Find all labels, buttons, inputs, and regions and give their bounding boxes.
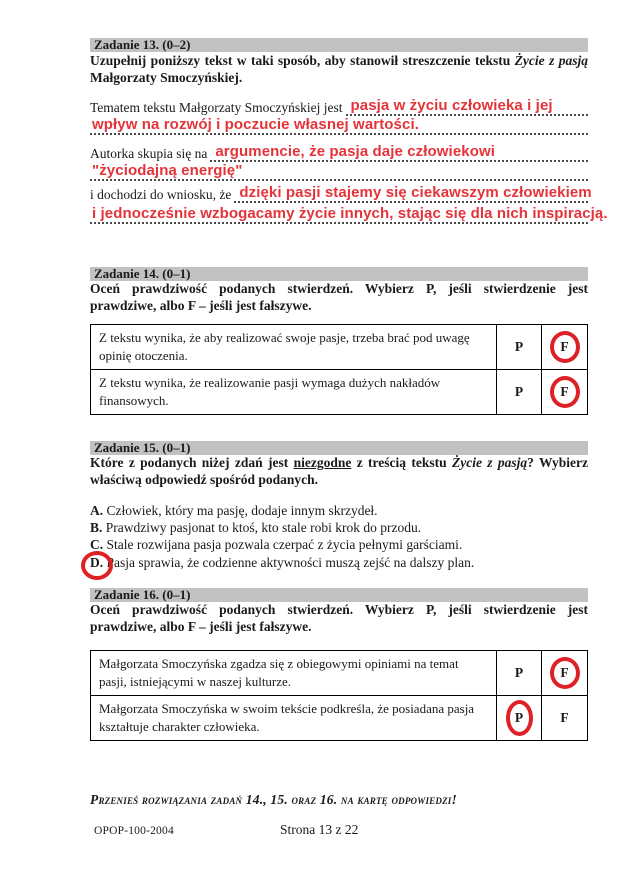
task15-options — [90, 502, 588, 571]
task14-table — [90, 324, 588, 415]
f-choice-label: F — [560, 339, 569, 354]
page-footer-line — [90, 822, 588, 840]
option-d-letter: D. — [90, 554, 104, 570]
statement-label: Małgorzata Smoczyńska w swoim tekście podkreśla, że posiadana pasja kształtuje charakter człowieka. — [99, 700, 475, 734]
option-c-letter: C. — [90, 537, 104, 553]
f-choice-cell[interactable] — [541, 696, 587, 740]
p-choice-cell[interactable] — [496, 696, 541, 740]
blank-row-5 — [90, 184, 592, 203]
p-choice-label: P — [514, 339, 524, 354]
answer-blank-line[interactable] — [210, 141, 588, 162]
p-choice-cell[interactable] — [496, 370, 541, 414]
p-choice-cell[interactable] — [496, 325, 541, 369]
handwritten-answer: "życiodajną energię" — [92, 162, 243, 179]
task13-instruction-prefix: Uzupełnij poniższy tekst w taki sposób, aby stanowił streszczenie tekstu — [90, 53, 515, 68]
f-choice-label: F — [560, 384, 569, 399]
task15-instruction — [90, 455, 588, 488]
task15-keyword-underlined: niezgodne — [293, 455, 352, 470]
p-choice-ring — [504, 331, 534, 363]
form-code: OPOP-100-2004 — [94, 825, 174, 837]
option-b-text: Prawdziwy pasjonat to ktoś, kto stale robi krok do przodu. — [102, 520, 422, 536]
table-row — [91, 651, 587, 695]
f-choice-cell[interactable] — [541, 370, 587, 414]
p-choice-label: P — [514, 384, 524, 399]
task16-instruction: Oceń prawdziwość podanych stwierdzeń. Wybierz P, jeśli stwierdzenie jest prawdziwe, albo F – jeśli jest fałszywe. — [90, 602, 588, 634]
page-content — [90, 0, 608, 871]
blank-label: i dochodzi do wniosku, że — [90, 187, 232, 202]
blank-row-4 — [90, 162, 588, 181]
task15-instruction-part1: Które z podanych niżej zdań jest — [90, 455, 294, 470]
handwritten-answer: pasja w życiu człowieka i jej — [350, 97, 553, 114]
f-choice-cell[interactable] — [541, 325, 587, 369]
answer-blank-line[interactable] — [90, 203, 608, 224]
selected-answer-circle — [550, 331, 580, 363]
answer-blank-line[interactable] — [346, 95, 589, 116]
task13-instruction-suffix: Małgorzaty Smoczyńskiej. — [90, 69, 243, 85]
task15-instruction-part3: ? Wybierz właściwą odpowiedź spośród podanych. — [90, 455, 588, 487]
option-a-text: Człowiek, który ma pasję, dodaje innym skrzydeł. — [103, 503, 378, 518]
handwritten-answer: dzięki pasji stajemy się ciekawszym człowiekiem — [239, 184, 592, 201]
p-choice-ring — [504, 376, 534, 408]
task16-table — [90, 650, 588, 741]
f-choice-label: F — [560, 710, 569, 725]
f-choice-label: F — [560, 665, 569, 680]
option-d-text: Pasja sprawia, że codzienne aktywności muszą zejść na dalszy plan. — [103, 554, 475, 570]
task15-instruction-part2: z treścią tekstu — [351, 455, 452, 470]
transfer-note: Przenieś rozwiązania zadań 14., 15. oraz 16. na kartę odpowiedzi! — [90, 792, 457, 807]
selected-answer-circle — [506, 700, 533, 736]
option-c[interactable] — [90, 536, 588, 553]
task13-text-title: Życie z pasją — [514, 53, 589, 68]
option-a-letter: A. — [90, 503, 104, 518]
p-choice-label: P — [514, 665, 524, 680]
statement-text — [91, 651, 496, 695]
task14-header-bar: Zadanie 14. (0–1) — [90, 267, 588, 281]
answer-blank-line[interactable] — [90, 114, 588, 135]
selected-answer-circle — [550, 376, 580, 408]
p-choice-label: P — [514, 710, 524, 725]
handwritten-answer: wpływ na rozwój i poczucie własnej wartości. — [92, 116, 419, 133]
answer-blank-line[interactable] — [234, 182, 592, 203]
p-choice-cell[interactable] — [496, 651, 541, 695]
blank-row-2 — [90, 116, 588, 135]
option-d[interactable] — [90, 554, 588, 571]
table-row — [91, 695, 587, 740]
f-choice-cell[interactable] — [541, 651, 587, 695]
statement-label: Małgorzata Smoczyńska zgadza się z obiegowymi opiniami na temat pasji, istniejącymi w naszej kulturze. — [99, 655, 459, 689]
blank-row-6 — [90, 205, 608, 224]
handwritten-answer: argumencie, że pasja daje człowiekowi — [215, 143, 495, 160]
task14-instruction: Oceń prawdziwość podanych stwierdzeń. Wybierz P, jeśli stwierdzenie jest prawdziwe, albo F – jeśli jest fałszywe. — [90, 281, 588, 313]
blank-label: Autorka skupia się na — [90, 146, 208, 161]
statement-label: Z tekstu wynika, że realizowanie pasji wymaga dużych nakładów finansowych. — [99, 374, 441, 408]
task13-instruction — [90, 53, 588, 86]
option-c-text: Stale rozwijana pasja pozwala czerpać z życia pełnymi garściami. — [103, 537, 463, 553]
option-b[interactable] — [90, 519, 588, 536]
selected-answer-circle — [550, 657, 580, 689]
blank-label: Tematem tekstu Małgorzaty Smoczyńskiej jest — [90, 100, 343, 115]
task13-header-bar: Zadanie 13. (0–2) — [90, 38, 588, 52]
option-a[interactable] — [90, 502, 588, 519]
table-row — [91, 325, 587, 369]
selected-answer-circle — [81, 551, 113, 580]
statement-text — [91, 696, 496, 740]
option-b-letter: B. — [90, 520, 103, 536]
task13-blanks — [90, 96, 608, 228]
task15-header-bar: Zadanie 15. (0–1) — [90, 441, 588, 455]
p-choice-ring — [504, 657, 534, 689]
table-row — [91, 369, 587, 414]
answer-blank-line[interactable] — [90, 160, 588, 181]
statement-text — [91, 325, 496, 369]
page-number: Strona 13 z 22 — [280, 822, 359, 837]
task15-text-title: Życie z pasją — [451, 455, 528, 470]
f-choice-ring — [550, 702, 580, 734]
statement-text — [91, 370, 496, 414]
handwritten-answer: i jednocześnie wzbogacamy życie innych, stając się dla nich inspiracją. — [92, 205, 608, 222]
task16-header-bar: Zadanie 16. (0–1) — [90, 588, 588, 602]
statement-label: Z tekstu wynika, że aby realizować swoje pasje, trzeba brać pod uwagę opinię otoczenia. — [99, 329, 470, 363]
